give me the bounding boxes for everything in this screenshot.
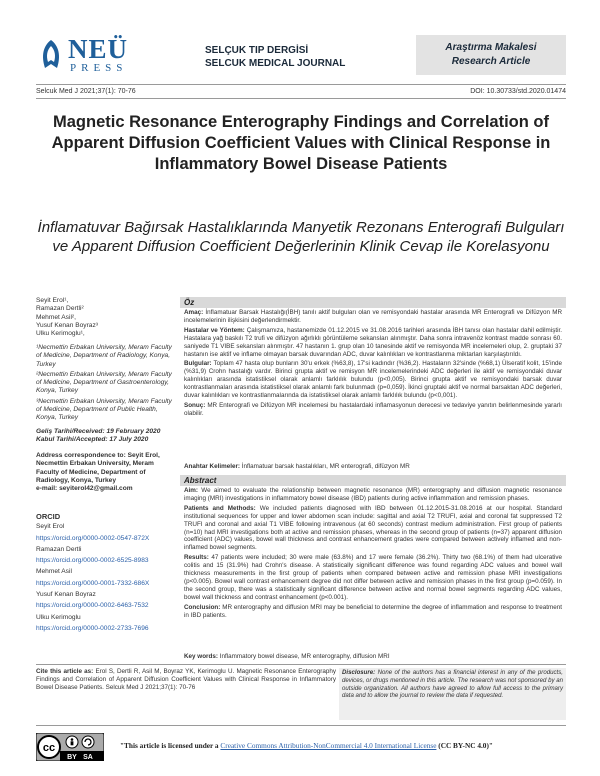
orcid-name: Ramazan Dertli: [36, 545, 82, 553]
oz-heading: Öz: [180, 297, 566, 308]
license-link[interactable]: Creative Commons Attribution-NonCommercial 4.0 International License: [220, 741, 437, 750]
cc-sa-label: SA: [83, 754, 93, 761]
journal-name-tr: SELÇUK TIP DERGİSİ: [205, 45, 309, 56]
disclosure-box: Disclosure: None of the authors has a financial interest in any of the products, devices, or drugs mentioned in this article. The research was not sponsored by an outside organization. All authors have agreed to allow full access to the primary data and to allow the journal to review the data if requested.: [339, 668, 566, 720]
oz-yontem: Hastalar ve Yöntem: Çalışmamıza, hastanemizde 01.12.2015 ve 31.08.2016 tarihleri arasında İBH tanısı olan hastalar dahil edilmiştir. Hastalara yağ baskılı T2 trufi ve difüzyon ağırlıklı görüntüleme sekansları alınmıştır. Daha sonra intravenöz kontrast madde sonrası 60. saniyede T1 VIBE sekansları alınmıştır. 47 hastanın 1. grup olan 10 tanesinde aktif ve remisyonda MR incelemeleri olup, 2. gruptaki 37 hastanın ise aktif ve inflame olmayan barsak duvarından ADC, duvar kalınlıkları ve kontrastlanma miktarları karşılaştırıldı.: [184, 326, 562, 358]
journal-citation: Selcuk Med J 2021;37(1): 70-76: [36, 88, 136, 95]
oz-amac: Amaç: İnflamatuar Barsak Hastalığı(İBH) tanılı aktif bulguları olan ve remisyondaki hastalar arasında MR Enterografi ve Difüzyon MR incelemelerinin ilişkisini değerlendirmektir.: [184, 309, 562, 324]
author: Ulku Kerimoglu¹,: [36, 330, 85, 338]
cc-by-label: BY: [67, 754, 77, 761]
article-type-tr: Araştırma Makalesi: [445, 42, 537, 53]
abstract-results: Results: 47 patients were included; 30 were male (63.8%) and 17 were female (36.2%). Thirty two (68.1%) of them had ulcerative colitis and 15 (31.9%) had Crohn's disease. A statistically significant difference was found regarding ADC values and bowel wall thickness measurements in the first group of patients when compared between active and remission phase MRI investigations (p<0.005). Bowel wall contrast enhancement degree did not differ between active and remission phases in the first group (p=0.059). In the second group, there was a statistically significant difference between active and normal bowel segments regarding ADC values, bowel wall thickness and contrast enhancement (p<0.001).: [184, 554, 562, 601]
orcid-link[interactable]: https://orcid.org/0000-0002-6463-7532: [36, 602, 149, 610]
orcid-name: Mehmet Asil: [36, 568, 72, 576]
correspondence-address: Address correspondence to: Seyit Erol, Necmettin Erbakan University, Meram Faculty of Medicine, Department of Radiology, Konya, Turkey: [36, 452, 160, 484]
author: Ramazan Dertli²: [36, 305, 84, 313]
abstract-methods: Patients and Methods: We included patients diagnosed with IBD between 01.12.2015-31.08.2016 at our hospital. Standard institutional sequences for upper and lower abdomen scan include: sagittal and axial T2 TRUFI, axial and coronal fat suppressed T2 TRUFI and coronal and axial T1 VIBE following intravenous (at 60 seconds) contrast medium administration. First group of patients (n=10) had MRI investigations both at active and remission phases, whereas in the second group of patients (n=37) apparent diffusion coefficient (ADC) values, bowel wall thickness and contrast enhancement grades were compared between actively inflamed and non-inflamed bowel segments.: [184, 504, 562, 552]
footer-divider: [36, 664, 566, 665]
received-date: Geliş Tarihi/Received: 19 February 2020: [36, 428, 161, 435]
svg-text:cc: cc: [42, 742, 56, 754]
abstract-keywords: Key words: Inflammatory bowel disease, MR enterography, diffusion MRI: [184, 653, 390, 660]
cite-this-article: Cite this article as: Erol S, Dertli R, Asil M, Boyraz YK, Kerimoglu U. Magnetic Resonance Enterography Findings and Correlation of Apparent Diffusion Coefficient Values with Clinical Response in Inflammatory Bowel Disease Patients. Selcuk Med J 2021;37(1): 70-76: [36, 668, 337, 692]
affiliation: ³Necmettin Erbakan University, Meram Faculty of Medicine, Department of Public Health, Konya, Turkey: [36, 397, 172, 422]
author: Seyit Erol¹,: [36, 297, 69, 304]
oz-keywords: Anahtar Kelimeler: İnflamatuar barsak hastalıkları, MR enterografi, difüzyon MR: [184, 463, 410, 470]
abstract-aim: Aim: We aimed to evaluate the relationship between magnetic resonance (MR) enterography and diffusion magnetic resonance imaging (MRI) investigations in inflammatory bowel disease (IBD) patients during active inflammation and remission phases.: [184, 487, 563, 502]
orcid-link[interactable]: https://orcid.org/0000-0002-0547-872X: [36, 534, 150, 542]
accepted-date: Kabul Tarihi/Accepted: 17 July 2020: [36, 436, 149, 444]
abstract-heading: Abstract: [180, 475, 566, 486]
author-list: [36, 297, 178, 338]
journal-name-en: SELCUK MEDICAL JOURNAL: [205, 58, 346, 69]
license-statement: [120, 741, 493, 750]
citation-divider: [36, 98, 566, 99]
oz-section: [180, 297, 566, 419]
header-divider: [36, 84, 566, 85]
logo-text: NEÜ: [68, 34, 129, 64]
license-suffix: (CC BY-NC 4.0)": [438, 741, 493, 750]
affiliation: ¹Necmettin Erbakan University, Meram Faculty of Medicine, Department of Radiology, Konya, Turkey: [36, 344, 172, 368]
affiliations: [36, 344, 178, 423]
cc-license-badge[interactable]: [36, 733, 104, 761]
journal-logo-icon: [37, 38, 65, 72]
correspondence-email[interactable]: e-mail: seyiterol42@gmail.com: [36, 485, 133, 493]
orcid-heading: ORCID: [36, 512, 61, 521]
orcid-name: Ulku Kerimoglu: [36, 613, 81, 621]
license-divider: [36, 725, 566, 726]
orcid-section: [36, 513, 178, 633]
correspondence: [36, 452, 178, 493]
author: Yusuf Kenan Boyraz³: [36, 321, 98, 329]
article-type-box: [416, 35, 566, 75]
orcid-link[interactable]: https://orcid.org/0000-0002-6525-8983: [36, 557, 149, 565]
author: Mehmet Asil²,: [36, 313, 76, 321]
abstract-section: [180, 475, 566, 621]
affiliation: ²Necmettin Erbakan University, Meram Faculty of Medicine, Department of Gastroenterology, Konya, Turkey: [36, 370, 172, 395]
license-prefix: "This article is licensed under a: [120, 741, 219, 750]
abstract-conclusion: Conclusion: MR enterography and diffusion MRI may be beneficial to determine the degree of inflammation and response to treatment in IBD patients.: [184, 603, 563, 619]
title-english: Magnetic Resonance Enterography Findings and Correlation of Apparent Diffusion Coefficient Values with Clinical Response in Inflammatory Bowel Disease Patients: [51, 113, 551, 173]
orcid-name: Seyit Erol: [36, 523, 65, 531]
logo-subtext: PRESS: [70, 62, 128, 74]
dates: [36, 428, 178, 445]
journal-name: [205, 44, 345, 70]
article-type-en: Research Article: [451, 56, 531, 67]
title-turkish: İnflamatuvar Bağırsak Hastalıklarında Manyetik Rezonans Enterografi Bulguları ve Apparent Diffusion Coefficient Değerlerinin Klinik Cevap ile Korelasyonu: [37, 219, 565, 255]
oz-bulgular: Bulgular: Toplam 47 hasta olup bunların 30'u erkek (%63,8), 17'si kadındır (%36,2). Hastaların 32'sinde (%68,1) Ülseratif kolit, 15'inde (%31,9) Crohn hastalığı vardır. Birinci grupta aktif ve remisyon MR incelemelerindeki ADC değerleri ile aktif ve remisyondaki duvar kalınlıkları arasında istatistiksel olarak anlamlı farklılık bulundu (p<0,005). Birinci grupta aktif ve remisyondaki barsak duvar kontrastlanmaları arasında istatistiksel olarak anlamlı fark bulunmadı (p=0,059). İkinci gruptaki aktif ve normal barsaktan ADC değerleri, duvar kalınlıkları ve kontrastlanmalarında da istatistiksel olarak anlamlı farklılık bulundu (p<0,001).: [184, 360, 562, 400]
doi[interactable]: DOI: 10.30733/std.2020.01474: [470, 88, 566, 95]
orcid-link[interactable]: https://orcid.org/0000-0002-2733-7696: [36, 624, 149, 632]
orcid-name: Yusuf Kenan Boyraz: [36, 591, 96, 599]
orcid-link[interactable]: https://orcid.org/0000-0001-7332-686X: [36, 579, 150, 587]
oz-sonuc: Sonuç: MR Enterografi ve Difüzyon MR incelemesi bu hastalardaki inflamasyonun derecesi ve tedaviye yanıtın belirlenmesinde yararlı olabilir.: [184, 401, 563, 417]
